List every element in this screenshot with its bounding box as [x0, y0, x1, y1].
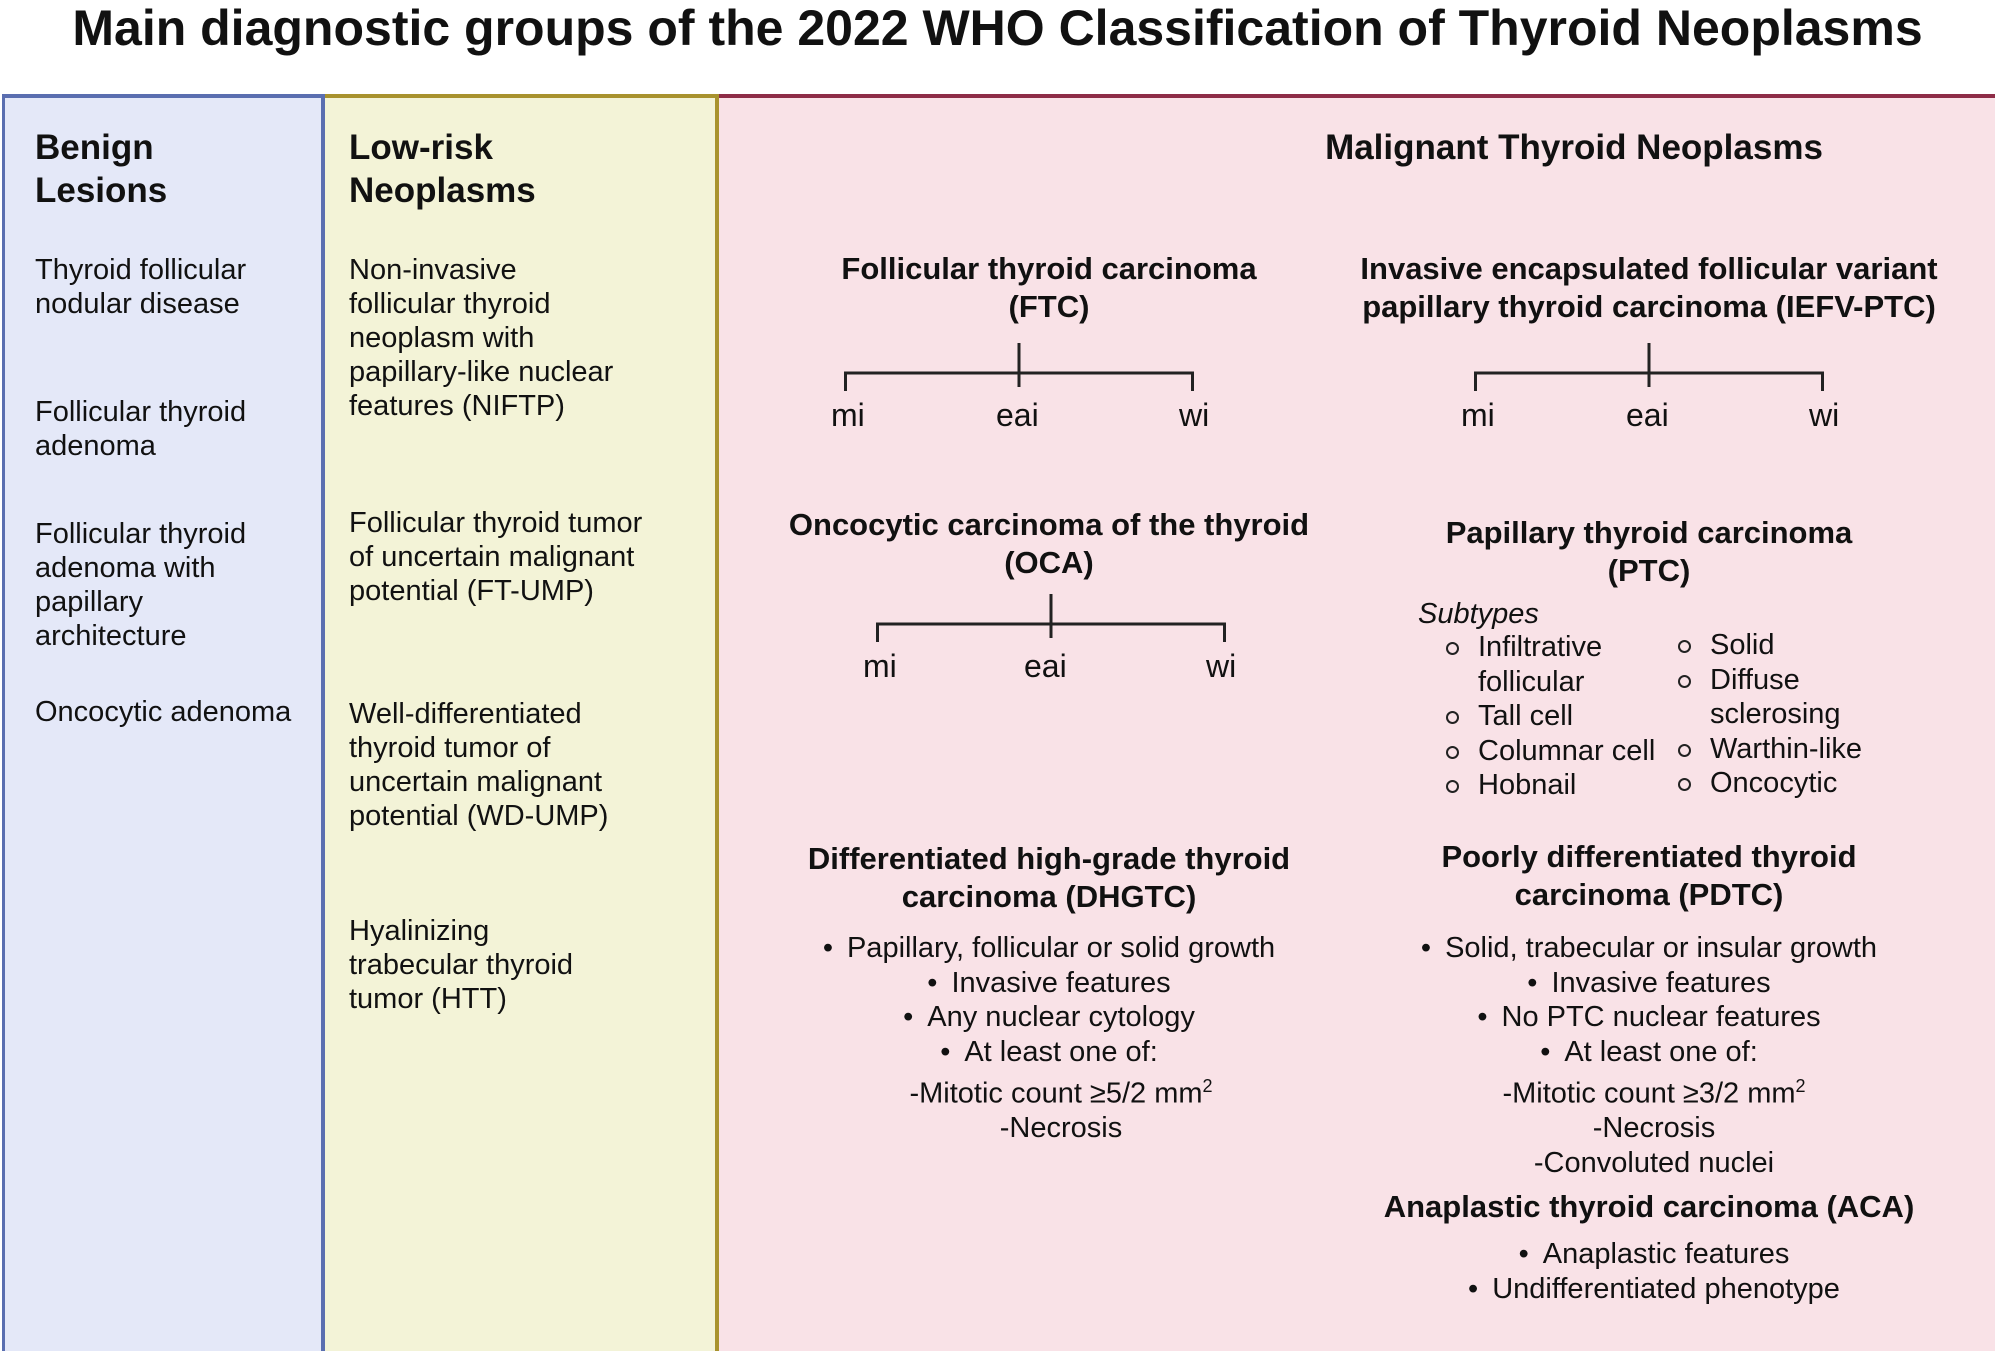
- pdtc-bullet: • No PTC nuclear features: [1349, 1000, 1949, 1035]
- ptc-subtype-item: Oncocytic: [1670, 766, 1910, 801]
- pdtc-mitotic-line: [1349, 1069, 1949, 1111]
- ftc-branch-label: mi: [831, 397, 865, 433]
- pdtc-nuclei-line: -Convoluted nuclei: [1533, 1146, 1775, 1179]
- benign-item: Thyroid follicular nodular disease: [35, 254, 247, 320]
- ptc-subtypes-left: [1438, 630, 1678, 803]
- iefv-title-line-1: Invasive encapsulated follicular variant: [1360, 251, 1938, 286]
- aca-title: Anaplastic thyroid carcinoma (ACA): [1383, 1189, 1915, 1224]
- pdtc-title-line-2: carcinoma (PDTC): [1514, 877, 1784, 912]
- ptc-title-line-2: (PTC): [1607, 553, 1691, 588]
- benign-heading: Benign Lesions: [35, 128, 168, 210]
- ptc-title-line-1: Papillary thyroid carcinoma: [1445, 515, 1853, 550]
- aca-criteria: [1464, 1237, 1844, 1306]
- iefv-branch-diagram: [1461, 343, 1874, 433]
- ftc-title-line-1: Follicular thyroid carcinoma: [841, 251, 1257, 286]
- aca-bullet-list: [1464, 1237, 1844, 1306]
- benign-item: Oncocytic adenoma: [35, 696, 292, 728]
- ftc-title: [779, 250, 1319, 326]
- ftc-title-line-2: (FTC): [1008, 289, 1090, 324]
- ptc-subtype-item: Tall cell: [1438, 699, 1678, 734]
- iefv-branch-label: mi: [1461, 397, 1495, 433]
- low-risk-item: Follicular thyroid tumor of uncertain malignant potential (FT-UMP): [349, 507, 643, 607]
- ptc-subtype-item: Hobnail: [1438, 768, 1678, 803]
- ftc-branch-label: wi: [1179, 397, 1210, 433]
- malignant-column: [719, 94, 1995, 1351]
- low-risk-item: Non-invasive follicular thyroid neoplasm with papillary-like nuclear features (NIFTP): [349, 254, 614, 422]
- dhgtc-mitotic-line: [759, 1069, 1339, 1111]
- dhgtc-title: [759, 840, 1339, 916]
- ftc-branch-diagram: [831, 343, 1254, 433]
- ptc-subtype-item: Diffuse sclerosing: [1670, 663, 1910, 732]
- figure-title: Main diagnostic groups of the 2022 WHO Classification of Thyroid Neoplasms: [72, 0, 1923, 56]
- pdtc-bullet: • Solid, trabecular or insular growth: [1349, 931, 1949, 966]
- benign-column: [2, 94, 325, 1351]
- oca-title-line-2: (OCA): [1004, 545, 1094, 580]
- aca-bullet: • Undifferentiated phenotype: [1464, 1272, 1844, 1307]
- iefv-ptc-title: [1339, 250, 1959, 326]
- pdtc-mitotic-text: -Mitotic count ≥3/2 mm: [1502, 1077, 1796, 1110]
- oca-title-line-1: Oncocytic carcinoma of the thyroid: [788, 507, 1310, 542]
- dhgtc-criteria: [759, 931, 1339, 1146]
- dhgtc-bullet-list: [759, 931, 1339, 1069]
- low-risk-heading: Low-risk Neoplasms: [349, 128, 536, 210]
- pdtc-bullet-list: [1349, 931, 1949, 1069]
- dhgtc-superscript: 2: [1202, 1076, 1213, 1096]
- malignant-heading-text: Malignant Thyroid Neoplasms: [1325, 128, 1823, 167]
- dhgtc-title-line-2: carcinoma (DHGTC): [901, 879, 1197, 914]
- ftc-branch-label: eai: [996, 397, 1039, 433]
- ptc-subtype-item: Warthin-like: [1670, 732, 1910, 767]
- dhgtc-title-line-1: Differentiated high-grade thyroid: [807, 841, 1291, 876]
- ptc-subtypes-right: [1670, 628, 1910, 801]
- dhgtc-bullet: • Invasive features: [759, 966, 1339, 1001]
- oca-branch-diagram: [863, 594, 1276, 684]
- ptc-subtype-item: Solid: [1670, 628, 1910, 663]
- aca-bullet: • Anaplastic features: [1464, 1237, 1844, 1272]
- pdtc-bullet: • At least one of:: [1349, 1035, 1949, 1070]
- malignant-heading: [719, 126, 1924, 169]
- dhgtc-necrosis-line: -Necrosis: [999, 1112, 1123, 1145]
- oca-branch-label: eai: [1024, 648, 1067, 684]
- low-risk-item: Well-differentiated thyroid tumor of uncertain malignant potential (WD-UMP): [349, 698, 609, 832]
- iefv-title-line-2: papillary thyroid carcinoma (IEFV-PTC): [1362, 289, 1936, 324]
- pdtc-bullet: • Invasive features: [1349, 966, 1949, 1001]
- ptc-subtypes-label: Subtypes: [1418, 598, 1539, 630]
- iefv-branch-label: eai: [1626, 397, 1669, 433]
- pdtc-superscript: 2: [1795, 1076, 1806, 1096]
- benign-item: Follicular thyroid adenoma with papillary architecture: [35, 518, 247, 652]
- pdtc-criteria: [1349, 931, 1949, 1180]
- low-risk-column: [325, 94, 719, 1351]
- oca-branch-label: wi: [1206, 648, 1237, 684]
- oca-branch-label: mi: [863, 648, 897, 684]
- pdtc-title-line-1: Poorly differentiated thyroid: [1441, 839, 1857, 874]
- ptc-title: [1369, 514, 1929, 590]
- low-risk-item: Hyalinizing trabecular thyroid tumor (HTT): [349, 915, 574, 1015]
- dhgtc-bullet: • Papillary, follicular or solid growth: [759, 931, 1339, 966]
- dhgtc-mitotic-text: -Mitotic count ≥5/2 mm: [909, 1077, 1203, 1110]
- iefv-branch-label: wi: [1809, 397, 1840, 433]
- pdtc-title: [1379, 838, 1919, 914]
- dhgtc-bullet: • Any nuclear cytology: [759, 1000, 1339, 1035]
- benign-item: Follicular thyroid adenoma: [35, 396, 247, 462]
- ptc-subtype-item: Columnar cell: [1438, 734, 1678, 769]
- ptc-subtype-item: Infiltrative follicular: [1438, 630, 1678, 699]
- dhgtc-bullet: • At least one of:: [759, 1035, 1339, 1070]
- pdtc-necrosis-line: -Necrosis: [1592, 1112, 1716, 1145]
- oca-title: [779, 506, 1319, 582]
